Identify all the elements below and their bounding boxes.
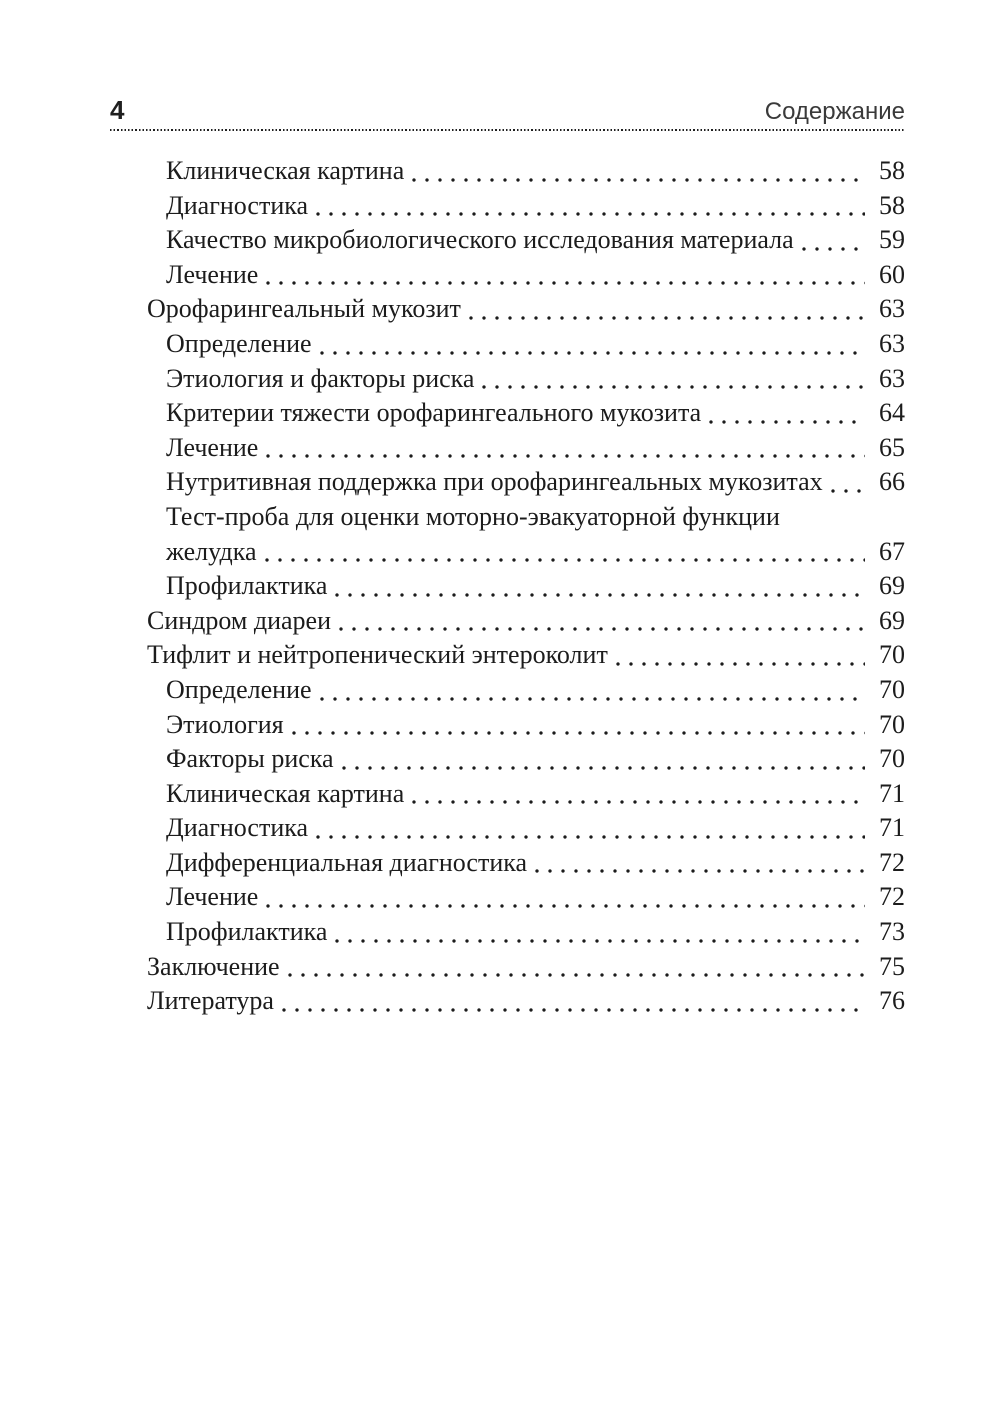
toc-entry-page: 69 — [879, 571, 905, 601]
toc-entry-label: Лечение — [166, 432, 259, 462]
dot-leader — [342, 766, 865, 770]
toc-entry-label: Определение — [166, 328, 312, 358]
dot-leader — [535, 869, 865, 873]
toc-entry-line — [166, 431, 905, 466]
dot-leader — [482, 385, 865, 389]
toc-list — [110, 154, 905, 1019]
toc-entry — [110, 811, 905, 846]
toc-entry-page: 58 — [879, 156, 905, 185]
toc-entry-page: 63 — [879, 363, 905, 393]
toc-entry-label: Факторы риска — [166, 744, 334, 774]
toc-entry-page: 69 — [879, 605, 905, 635]
toc-entry — [110, 500, 905, 569]
toc-entry — [110, 292, 905, 327]
toc-entry-label: Лечение — [166, 259, 259, 289]
toc-entry-page: 70 — [879, 744, 905, 774]
toc-entry — [110, 915, 905, 950]
toc-entry-page: 67 — [879, 536, 905, 566]
toc-entry-label: Диагностика — [166, 813, 309, 843]
toc-entry-line — [166, 708, 905, 743]
toc-entry-label: Дифференциальная диагностика — [166, 847, 528, 877]
toc-entry — [110, 431, 905, 466]
toc-entry-line — [166, 777, 905, 812]
toc-entry-line — [166, 327, 905, 362]
header-dotted-rule — [110, 129, 905, 131]
toc-entry-page: 63 — [879, 294, 905, 324]
toc-entry-label: Литература — [147, 986, 274, 1016]
toc-entry-label: Синдром диареи — [147, 605, 331, 635]
toc-entry — [110, 880, 905, 915]
toc-entry-line — [147, 604, 905, 639]
toc-entry-page: 73 — [879, 917, 905, 947]
dot-leader — [709, 420, 865, 424]
dot-leader — [335, 939, 865, 943]
toc-entry — [110, 604, 905, 639]
toc-entry — [110, 327, 905, 362]
toc-entry — [110, 223, 905, 258]
toc-entry-line — [166, 535, 905, 570]
toc-entry-page: 70 — [879, 674, 905, 704]
toc-entry-label: Качество микробиологического исследования материала — [166, 225, 794, 255]
toc-entry-line — [166, 223, 905, 258]
running-header — [110, 96, 905, 126]
toc-entry-page: 76 — [879, 986, 905, 1016]
toc-entry-line — [166, 569, 905, 604]
dot-leader — [616, 662, 865, 666]
toc-entry-line — [166, 742, 905, 777]
toc-entry — [110, 673, 905, 708]
toc-entry-label: Критерии тяжести орофарингеального мукозита — [166, 398, 702, 428]
toc-entry-label: Диагностика — [166, 190, 309, 220]
toc-entry-line — [166, 880, 905, 915]
toc-entry — [110, 777, 905, 812]
dot-leader — [266, 904, 865, 908]
dot-leader — [335, 593, 865, 597]
dot-leader — [469, 316, 865, 320]
toc-entry-line — [147, 950, 905, 985]
dot-leader — [339, 627, 865, 631]
toc-entry-label: Лечение — [166, 882, 259, 912]
toc-entry-page: 63 — [879, 328, 905, 358]
toc-entry-line — [166, 465, 905, 500]
toc-entry-page: 60 — [879, 259, 905, 289]
toc-entry-page: 71 — [879, 813, 905, 843]
toc-entry-page: 70 — [879, 709, 905, 739]
dot-leader — [288, 973, 865, 977]
dot-leader — [266, 454, 865, 458]
toc-entry — [110, 154, 905, 189]
toc-entry-label: Заключение — [147, 951, 280, 981]
dot-leader — [316, 212, 865, 216]
toc-entry-line — [166, 362, 905, 397]
toc-entry — [110, 362, 905, 397]
toc-entry-page: 66 — [879, 467, 905, 497]
toc-entry-label: Этиология и факторы риска — [166, 363, 475, 393]
toc-entry-page: 59 — [879, 225, 905, 255]
toc-entry — [110, 984, 905, 1019]
dot-leader — [316, 835, 865, 839]
dot-leader — [320, 351, 865, 355]
toc-entry — [110, 846, 905, 881]
toc-entry-line — [147, 984, 905, 1019]
toc-entry-line — [166, 915, 905, 950]
toc-entry — [110, 742, 905, 777]
toc-entry-label: Орофарингеальный мукозит — [147, 294, 461, 324]
dot-leader — [802, 247, 865, 251]
dot-leader — [265, 558, 865, 562]
toc-entry-line — [147, 638, 905, 673]
toc-entry-line — [166, 258, 905, 293]
toc-entry-label: Нутритивная поддержка при орофарингеальных мукозитах — [166, 467, 823, 497]
toc-entry-label: Этиология — [166, 709, 284, 739]
toc-entry-label: желудка — [166, 536, 257, 566]
toc-entry — [110, 569, 905, 604]
toc-entry-page: 75 — [879, 951, 905, 981]
toc-entry — [110, 950, 905, 985]
toc-entry-line — [166, 673, 905, 708]
toc-entry-label: Клиническая картина — [166, 778, 405, 808]
dot-leader — [320, 697, 865, 701]
toc-entry-page: 72 — [879, 882, 905, 912]
toc-entry-label: Профилактика — [166, 917, 328, 947]
dot-leader — [266, 281, 865, 285]
toc-entry — [110, 708, 905, 743]
toc-entry-label: Определение — [166, 674, 312, 704]
dot-leader — [831, 489, 865, 493]
toc-entry-page: 72 — [879, 847, 905, 877]
toc-entry-page: 64 — [879, 398, 905, 428]
toc-entry-page: 70 — [879, 640, 905, 670]
toc-entry-page: 65 — [879, 432, 905, 462]
dot-leader — [282, 1008, 865, 1012]
dot-leader — [292, 731, 865, 735]
toc-entry — [110, 258, 905, 293]
toc-entry — [110, 638, 905, 673]
dot-leader — [412, 800, 865, 804]
toc-entry-label: Тифлит и нейтропенический энтероколит — [147, 640, 608, 670]
toc-entry-line — [166, 396, 905, 431]
dot-leader — [412, 178, 865, 182]
toc-entry — [110, 189, 905, 224]
toc-entry-label: Профилактика — [166, 571, 328, 601]
toc-entry-page: 58 — [879, 190, 905, 220]
toc-entry-line — [166, 154, 905, 189]
toc-entry — [110, 396, 905, 431]
toc-entry-page: 71 — [879, 778, 905, 808]
toc-entry-line — [166, 189, 905, 224]
toc-entry-line — [166, 811, 905, 846]
toc-entry-line — [166, 846, 905, 881]
toc-entry-line — [147, 292, 905, 327]
toc-entry-label: Клиническая картина — [166, 156, 405, 185]
page-number: 4 — [110, 95, 125, 125]
toc-entry-first-line: Тест-проба для оценки моторно-эвакуаторной функции — [166, 501, 780, 531]
running-header-title: Содержание — [764, 98, 905, 125]
toc-entry — [110, 465, 905, 500]
